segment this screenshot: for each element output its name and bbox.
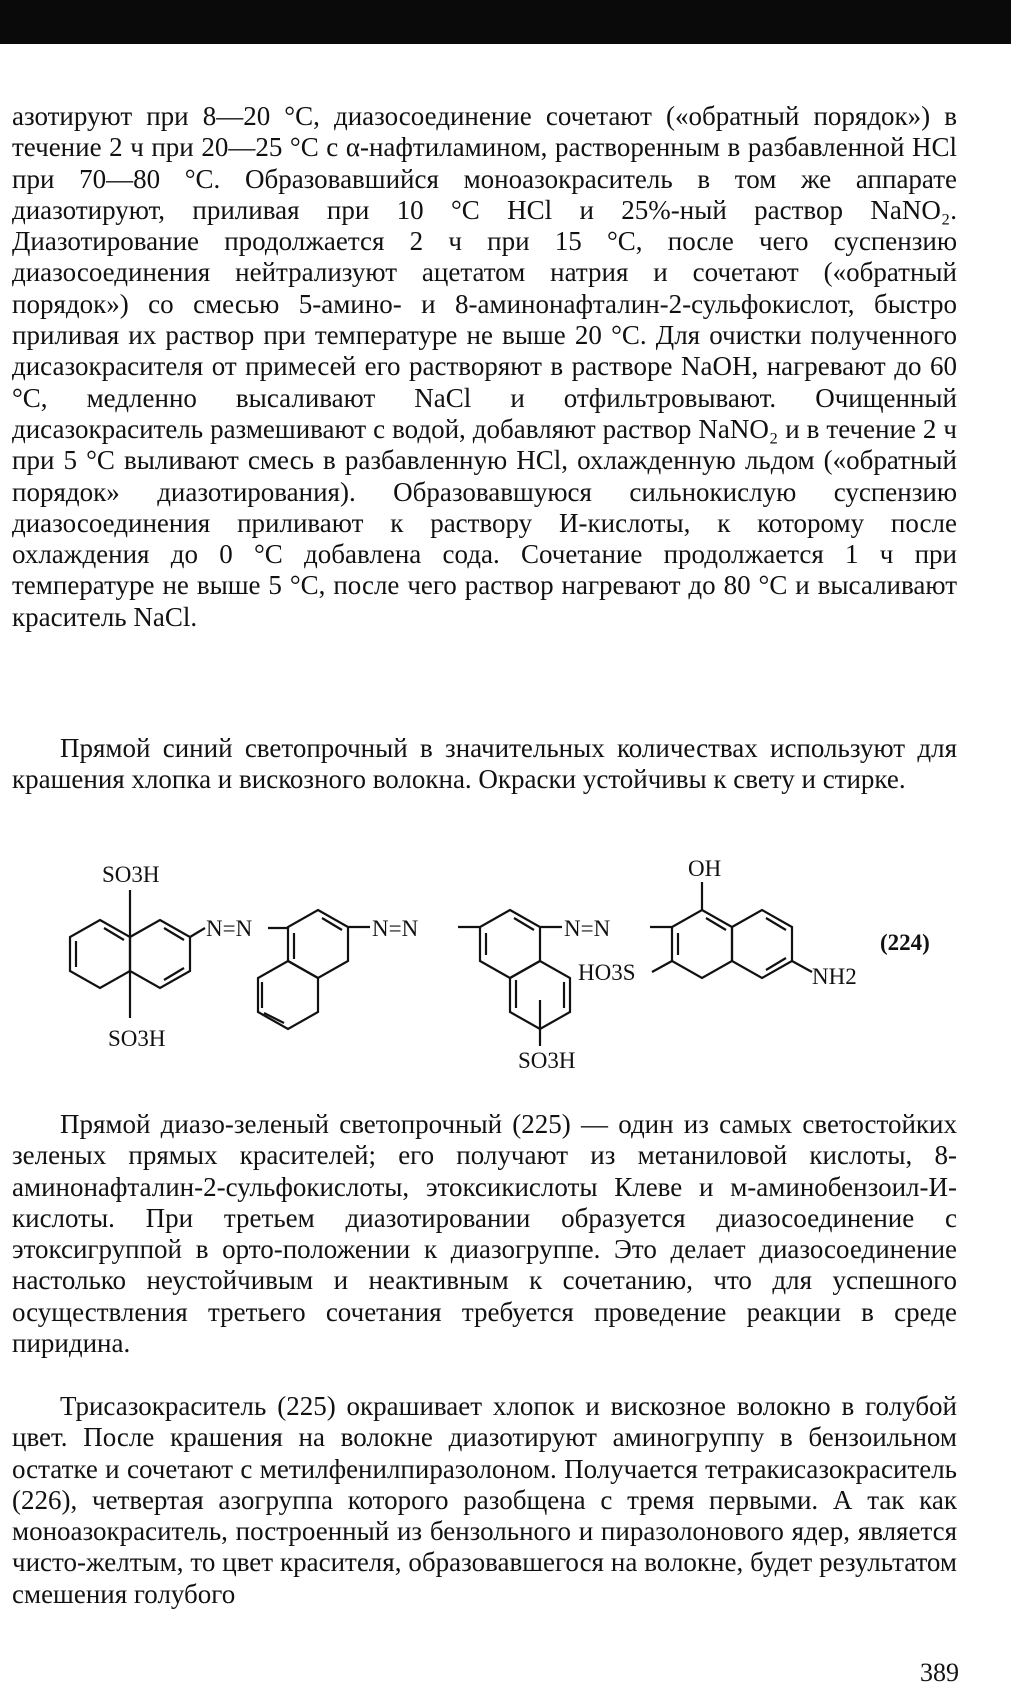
azo-group-1: N=N	[206, 916, 253, 941]
structure-diagram	[40, 850, 980, 1075]
nh2-label: NH2	[812, 964, 857, 989]
paragraph-3	[12, 1109, 957, 1359]
paragraph-1	[12, 101, 957, 633]
page-number: 389	[920, 1658, 959, 1687]
ho3s-label: HO3S	[578, 960, 636, 985]
paragraph-4-text: Трисазокраситель (225) окрашивает хлопок и вискозное волокно в голубой цвет. После крашения на волокне диазотируют аминогруппу в бензоильном остатке и сочетают с метилфенилпиразолоном. Получается тетракисазокраситель (226), четвертая азогруппа которого разобщена с тремя первыми. А так как моноазокраситель, построенный из бензольного и пиразолонового ядер, является чисто-желтым, то цвет красителя, образовавшегося на волокне, будет результатом смешения голубого	[12, 1391, 957, 1609]
paragraph-3-text: Прямой диазо-зеленый светопрочный (225) — один из самых светостойких зеленых прямых красителей; его получают из метаниловой кислоты, 8-аминонафталин-2-сульфокислоты, этоксикислоты Клеве и м-аминобензоил-И-кислоты. При третьем диазотировании образуется диазосоединение с этоксигруппой в орто-положении к диазогруппе. Это делает диазосоединение настолько неустойчивым и неактивным к сочетанию, что для успешного осуществления третьего сочетания требуется проведение реакции в среде пиридина.	[12, 1109, 957, 1359]
azo-group-3: N=N	[564, 916, 611, 941]
paragraph-4	[12, 1391, 957, 1610]
oh-label: OH	[688, 856, 722, 881]
chemical-structure-224	[40, 850, 980, 1075]
so3h-top-left-label: SO3H	[102, 862, 160, 887]
so3h-bottom-left-label: SO3H	[108, 1026, 166, 1051]
azo-group-2: N=N	[372, 916, 419, 941]
so3h-middle-label: SO3H	[518, 1048, 576, 1073]
paragraph-2-text: Прямой синий светопрочный в значительных количествах используют для крашения хлопка и вискозного волокна. Окраски устойчивы к свету и стирке.	[12, 733, 957, 795]
top-black-bar	[0, 0, 1011, 44]
paragraph-1-text: азотируют при 8—20 °C, диазосоединение сочетают («обратный порядок») в течение 2 ч при 20—25 °C с α-нафтиламином, растворенным в разбавленной HCl при 70—80 °C. Образовавшийся моноазокраситель в том же аппарате диазотируют, приливая при 10 °C HCl и 25%-ный раствор NaNO₂. Диазотирование продолжается 2 ч при 15 °C, после чего суспензию диазосоединения нейтрализуют ацетатом натрия и сочетают («обратный порядок») со смесью 5-амино- и 8-аминонафталин-2-сульфокислот, быстро приливая их раствор при температуре не выше 20 °C. Для очистки полученного дисазокрасителя от примесей его растворяют в растворе NaOH, нагревают до 60 °C, медленно высаливают NaCl и отфильтровывают. Очищенный дисазокраситель размешивают с водой, добавляют раствор NaNO₂ и в течение 2 ч при 5 °C выливают смесь в разбавленную HCl, охлажденную льдом («обратный порядок» диазотирования). Образовавшуюся сильнокислую суспензию диазосоединения приливают к раствору И-кислоты, к которому после охлаждения до 0 °C добавлена сода. Сочетание продолжается 1 ч при температуре не выше 5 °C, после чего раствор нагревают до 80 °C и высаливают краситель NaCl.	[12, 101, 957, 632]
compound-label-224: (224)	[880, 930, 930, 955]
paragraph-2	[12, 733, 957, 796]
